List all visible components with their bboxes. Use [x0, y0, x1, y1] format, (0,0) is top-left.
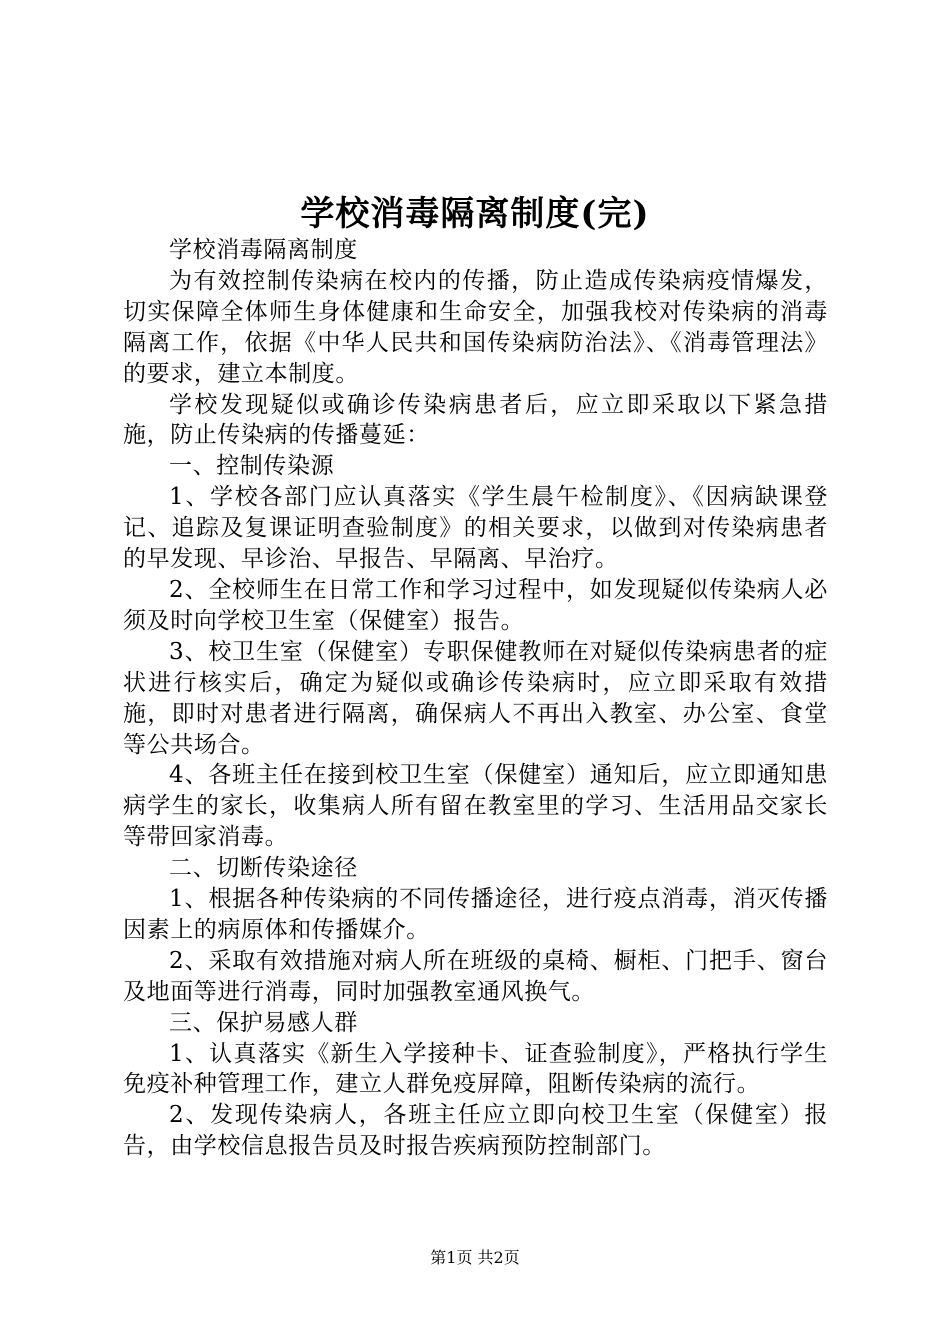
intro-paragraph: 为有效控制传染病在校内的传播，防止造成传染病疫情爆发，切实保障全体师生身体健康和生命安全，加强我校对传染病的消毒隔离工作，依据《中华人民共和国传染病防治法》、《消毒管理法》的要求，建立本制度。 [123, 267, 828, 387]
section-1-item-1: 1、学校各部门应认真落实《学生晨午检制度》、《因病缺课登记、追踪及复课证明查验制度》的相关要求，以做到对传染病患者的早发现、早诊治、早报告、早隔离、早治疗。 [123, 484, 828, 573]
section-2-item-1: 1、根据各种传染病的不同传播途径，进行疫点消毒，消灭传播因素上的病原体和传播媒介。 [123, 886, 828, 943]
document-body [123, 235, 828, 1162]
section-3-item-2: 2、发现传染病人，各班主任应立即向校卫生室（保健室）报告，由学校信息报告员及时报告疾病预防控制部门。 [123, 1102, 828, 1160]
section-3-item-1: 1、认真落实《新生入学接种卡、证查验制度》，严格执行学生免疫补种管理工作，建立人群免疫屏障，阻断传染病的流行。 [123, 1040, 828, 1098]
measures-paragraph: 学校发现疑似或确诊传染病患者后，应立即采取以下紧急措施，防止传染病的传播蔓延： [123, 391, 828, 449]
page-footer: 第1页 共2页 [430, 1248, 520, 1267]
section-1-item-2: 2、全校师生在日常工作和学习过程中，如发现疑似传染病人必须及时向学校卫生室（保健室）报告。 [123, 576, 828, 634]
section-2-item-2: 2、采取有效措施对病人所在班级的桌椅、橱柜、门把手、窗台及地面等进行消毒，同时加强教室通风换气。 [123, 947, 828, 1005]
section-heading-cut-route: 二、切断传染途径 [169, 855, 358, 882]
section-1-item-4: 4、各班主任在接到校卫生室（保健室）通知后，应立即通知患病学生的家长，收集病人所有留在教室里的学习、生活用品交家长等带回家消毒。 [123, 762, 828, 851]
section-heading-control-source: 一、控制传染源 [169, 453, 335, 480]
section-1-item-3: 3、校卫生室（保健室）专职保健教师在对疑似传染病患者的症状进行核实后，确定为疑似或确诊传染病时，应立即采取有效措施，即时对患者进行隔离，确保病人不再出入教室、办公室、食堂等公共场合。 [123, 638, 828, 758]
page-title: 学校消毒隔离制度(完) [300, 194, 650, 234]
subtitle-paragraph: 学校消毒隔离制度 [169, 237, 358, 263]
section-heading-protect-group: 三、保护易感人群 [169, 1009, 358, 1036]
